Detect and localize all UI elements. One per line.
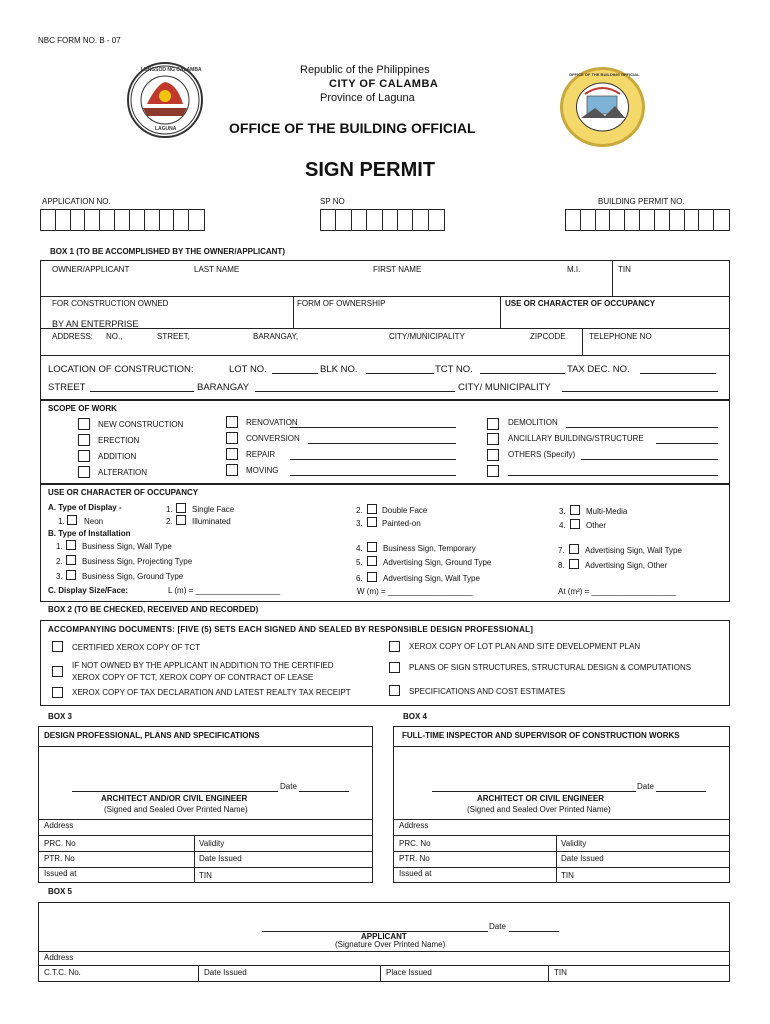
illuminated-number: 2. <box>166 517 173 526</box>
box5-place-issued-label: Place Issued <box>386 968 432 977</box>
republic-line: Republic of the Philippines <box>300 64 430 76</box>
multi-media-checkbox[interactable] <box>570 505 580 515</box>
box4-issued-at-label: Issued at <box>399 869 432 878</box>
renovation-field[interactable] <box>290 427 456 428</box>
barangay-label: BARANGAY <box>197 382 250 393</box>
moving-checkbox[interactable] <box>226 464 238 476</box>
ancillary-label: ANCILLARY BUILDING/STRUCTURE <box>508 434 644 443</box>
single-face-checkbox[interactable] <box>176 503 186 513</box>
box5-tin-label: TIN <box>554 968 567 977</box>
tax-declaration-checkbox[interactable] <box>52 687 63 698</box>
box4-signature-line[interactable] <box>432 791 636 792</box>
specifications-label: SPECIFICATIONS AND COST ESTIMATES <box>409 687 566 696</box>
sign-plans-checkbox[interactable] <box>389 662 400 673</box>
others-extra-checkbox[interactable] <box>487 465 499 477</box>
neon-checkbox[interactable] <box>67 515 77 525</box>
seal-left-bottom-text: LAGUNA <box>155 126 177 132</box>
business-projecting-label: Business Sign, Projecting Type <box>82 557 193 566</box>
box4-ptr-label: PTR. No <box>399 854 430 863</box>
first-name-label: FIRST NAME <box>373 265 422 274</box>
other-display-checkbox[interactable] <box>570 519 580 529</box>
box3-signature-line[interactable] <box>72 791 278 792</box>
install-3-number: 3. <box>56 572 63 581</box>
install-5-number: 5. <box>356 558 363 567</box>
building-permit-no-boxes[interactable] <box>565 209 730 231</box>
business-wall-checkbox[interactable] <box>66 540 76 550</box>
lot-no-label: LOT NO. <box>229 364 267 375</box>
lot-plan-label: XEROX COPY OF LOT PLAN AND SITE DEVELOPMENT PLAN <box>409 642 641 651</box>
others-label: OTHERS (Specify) <box>508 450 576 459</box>
box3-validity-label: Validity <box>199 839 225 848</box>
single-face-number: 1. <box>166 505 173 514</box>
box4-tin-label: TIN <box>561 871 574 880</box>
conversion-checkbox[interactable] <box>226 432 238 444</box>
type-of-installation-label: B. Type of Installation <box>48 529 131 538</box>
box4-prc-label: PRC. No <box>399 839 431 848</box>
painted-on-checkbox[interactable] <box>367 517 377 527</box>
owner-applicant-label: OWNER/APPLICANT <box>52 265 130 274</box>
address-label: ADDRESS: <box>52 332 93 341</box>
last-name-label: LAST NAME <box>194 265 240 274</box>
advertising-ground-label: Advertising Sign, Ground Type <box>383 558 492 567</box>
moving-label: MOVING <box>246 466 279 475</box>
box3-date-issued-label: Date Issued <box>199 854 242 863</box>
box2-heading: BOX 2 (TO BE CHECKED, RECEIVED AND RECORDED) <box>48 605 259 614</box>
moving-field[interactable] <box>290 475 456 476</box>
type-of-display-label: A. Type of Display - <box>48 503 122 512</box>
calamba-city-seal <box>127 62 203 138</box>
tct-copy-checkbox[interactable] <box>52 641 63 652</box>
use-character-label: USE OR CHARACTER OF OCCUPANCY <box>505 299 656 308</box>
other-display-number: 4. <box>559 521 566 530</box>
multi-media-label: Multi-Media <box>586 507 628 516</box>
tax-dec-field[interactable] <box>640 373 716 374</box>
box4-heading: FULL-TIME INSPECTOR AND SUPERVISOR OF CONSTRUCTION WORKS <box>402 731 680 740</box>
box3-date-label: Date <box>280 782 297 791</box>
form-number: NBC FORM NO. B - 07 <box>38 36 121 45</box>
other-display-label: Other <box>586 521 607 530</box>
multi-media-number: 3. <box>559 507 566 516</box>
box3-heading: DESIGN PROFESSIONAL, PLANS AND SPECIFICATIONS <box>44 731 260 740</box>
box5-date-label: Date <box>489 922 506 931</box>
addition-checkbox[interactable] <box>78 450 90 462</box>
display-size-label: C. Display Size/Face: <box>48 586 129 595</box>
advertising-ground-checkbox[interactable] <box>367 556 377 566</box>
erection-checkbox[interactable] <box>78 434 90 446</box>
demolition-field[interactable] <box>566 427 718 428</box>
install-4-number: 4. <box>356 544 363 553</box>
repair-label: REPAIR <box>246 450 276 459</box>
double-face-label: Double Face <box>382 506 428 515</box>
advertising-other-label: Advertising Sign, Other <box>585 561 668 570</box>
alteration-checkbox[interactable] <box>78 466 90 478</box>
others-checkbox[interactable] <box>487 449 499 461</box>
advertising-wall-label: Advertising Sign, Wall Type <box>383 574 480 583</box>
lot-plan-checkbox[interactable] <box>389 641 400 652</box>
neon-label: Neon <box>84 517 104 526</box>
box4-signer-sub: (Signed and Sealed Over Printed Name) <box>467 805 611 814</box>
street-field[interactable] <box>90 391 194 392</box>
box3-prc-label: PRC. No <box>44 839 76 848</box>
street-label: STREET <box>48 382 86 393</box>
box4-date-issued-label: Date Issued <box>561 854 604 863</box>
demolition-label: DEMOLITION <box>508 418 558 427</box>
application-no-boxes[interactable] <box>40 209 205 231</box>
ancillary-field[interactable] <box>656 443 718 444</box>
seal-left-top-text: LUNGSOD NG CALAMBA <box>141 67 202 73</box>
conversion-label: CONVERSION <box>246 434 300 443</box>
box5-date-issued-label: Date Issued <box>204 968 247 977</box>
advertising-wall-checkbox[interactable] <box>367 572 377 582</box>
seal-right-ring-text: OFFICE OF THE BUILDING OFFICIAL <box>569 72 640 77</box>
painted-on-number: 3. <box>356 519 363 528</box>
construction-enterprise-label: BY AN ENTERPRISE <box>52 319 139 329</box>
double-face-number: 2. <box>356 506 363 515</box>
addition-label: ADDITION <box>98 452 137 461</box>
box5-date-field[interactable] <box>509 931 559 932</box>
business-ground-label: Business Sign, Ground Type <box>82 572 184 581</box>
area-field[interactable]: At (m²) = ___________________ <box>558 587 677 596</box>
sign-plans-label: PLANS OF SIGN STRUCTURES, STRUCTURAL DESIGN & COMPUTATIONS <box>409 663 692 672</box>
business-temporary-label: Business Sign, Temporary <box>383 544 476 553</box>
box3-ptr-label: PTR. No <box>44 854 75 863</box>
advertising-other-checkbox[interactable] <box>569 559 579 569</box>
tct-no-field[interactable] <box>480 373 565 374</box>
business-ground-checkbox[interactable] <box>66 570 76 580</box>
box5-address-label: Address <box>44 953 74 962</box>
scope-heading: SCOPE OF WORK <box>48 404 117 413</box>
city-line: CITY OF CALAMBA <box>329 78 439 90</box>
box4-address-label: Address <box>399 821 429 830</box>
lease-copy-checkbox[interactable] <box>52 666 63 677</box>
renovation-label: RENOVATION <box>246 418 298 427</box>
box3-address-label: Address <box>44 821 74 830</box>
box3-date-field[interactable] <box>299 791 349 792</box>
painted-on-label: Painted-on <box>382 519 421 528</box>
tct-copy-label: CERTIFIED XEROX COPY OF TCT <box>72 643 201 652</box>
accompanying-documents-label: ACCOMPANYING DOCUMENTS: [FIVE (5) SETS EACH SIGNED AND SEALED BY RESPONSIBLE DESIGN PROFESSIONAL] <box>48 625 534 634</box>
construction-owned-label: FOR CONSTRUCTION OWNED <box>52 299 169 308</box>
blk-no-field[interactable] <box>366 373 434 374</box>
box5-ctc-label: C.T.C. No. <box>44 968 81 977</box>
lease-copy-label-2: XEROX COPY OF TCT, XEROX COPY OF CONTRACT OF LEASE <box>72 673 314 682</box>
building-official-seal <box>560 67 645 147</box>
width-field[interactable]: W (m) = ___________________ <box>357 587 473 596</box>
box4-signer-label: ARCHITECT OR CIVIL ENGINEER <box>477 794 604 803</box>
new-construction-checkbox[interactable] <box>78 418 90 430</box>
address-no-label: NO., <box>106 332 123 341</box>
box5-signer-label: APPLICANT <box>361 932 407 941</box>
box4-date-field[interactable] <box>656 791 706 792</box>
box4-label: BOX 4 <box>403 712 428 721</box>
sp-no-boxes[interactable] <box>320 209 445 231</box>
single-face-label: Single Face <box>192 505 235 514</box>
lease-copy-label-1: IF NOT OWNED BY THE APPLICANT IN ADDITION TO THE CERTIFIED <box>72 661 334 670</box>
middle-initial-label: M.I. <box>567 265 581 274</box>
alteration-label: ALTERATION <box>98 468 148 477</box>
tax-declaration-label: XEROX COPY OF TAX DECLARATION AND LATEST REALTY TAX RECEIPT <box>72 688 351 697</box>
box1-owner-table <box>40 260 730 400</box>
address-zipcode-label: ZIPCODE <box>530 332 566 341</box>
repair-field[interactable] <box>290 459 456 460</box>
box4-date-label: Date <box>637 782 654 791</box>
owner-tin-label: TIN <box>618 265 631 274</box>
box3-signer-label: ARCHITECT AND/OR CIVIL ENGINEER <box>101 794 248 803</box>
box3-label: BOX 3 <box>48 712 73 721</box>
advertising-wall-2-label: Advertising Sign, Wall Type <box>585 546 682 555</box>
repair-checkbox[interactable] <box>226 448 238 460</box>
install-7-number: 7. <box>558 546 565 555</box>
box4-validity-label: Validity <box>561 839 587 848</box>
others-extra-field[interactable] <box>508 475 718 476</box>
double-face-checkbox[interactable] <box>367 504 377 514</box>
install-8-number: 8. <box>558 561 565 570</box>
tax-dec-label: TAX DEC. NO. <box>567 364 630 375</box>
install-2-number: 2. <box>56 557 63 566</box>
install-1-number: 1. <box>56 542 63 551</box>
sp-no-label: SP NO <box>320 197 345 206</box>
box1-heading: BOX 1 (TO BE ACCOMPLISHED BY THE OWNER/APPLICANT) <box>50 247 285 256</box>
specifications-checkbox[interactable] <box>389 685 400 696</box>
conversion-field[interactable] <box>308 443 456 444</box>
application-no-label: APPLICATION NO. <box>42 197 111 206</box>
location-label: LOCATION OF CONSTRUCTION: <box>48 364 194 375</box>
neon-number: 1. <box>58 517 65 526</box>
illuminated-label: Illuminated <box>192 517 231 526</box>
box5-label: BOX 5 <box>48 887 73 896</box>
box3-issued-at-label: Issued at <box>44 869 77 878</box>
ancillary-checkbox[interactable] <box>487 433 499 445</box>
form-of-ownership-label: FORM OF OWNERSHIP <box>297 299 386 308</box>
province-line: Province of Laguna <box>320 92 415 104</box>
address-barangay-label: BARANGAY, <box>253 332 299 341</box>
length-field[interactable]: L (m) = ___________________ <box>168 586 281 595</box>
demolition-checkbox[interactable] <box>487 418 499 430</box>
renovation-checkbox[interactable] <box>226 416 238 428</box>
others-field[interactable] <box>581 459 718 460</box>
box3-tin-label: TIN <box>199 871 212 880</box>
business-projecting-checkbox[interactable] <box>66 555 76 565</box>
blk-no-label: BLK NO. <box>320 364 358 375</box>
erection-label: ERECTION <box>98 436 140 445</box>
lot-no-field[interactable] <box>272 373 318 374</box>
tct-no-label: TCT NO. <box>435 364 473 375</box>
business-temporary-checkbox[interactable] <box>367 542 377 552</box>
illuminated-checkbox[interactable] <box>176 515 186 525</box>
office-title: OFFICE OF THE BUILDING OFFICIAL <box>229 120 476 136</box>
page-title: SIGN PERMIT <box>305 159 436 181</box>
advertising-wall-2-checkbox[interactable] <box>569 544 579 554</box>
box5-signer-sub: (Signature Over Printed Name) <box>335 940 446 949</box>
city-municipality-field[interactable] <box>562 391 718 392</box>
barangay-field[interactable] <box>255 391 455 392</box>
new-construction-label: NEW CONSTRUCTION <box>98 420 184 429</box>
city-municipality-label: CITY/ MUNICIPALITY <box>458 382 551 393</box>
building-permit-no-label: BUILDING PERMIT NO. <box>598 197 685 206</box>
box3-signer-sub: (Signed and Sealed Over Printed Name) <box>104 805 248 814</box>
business-wall-label: Business Sign, Wall Type <box>82 542 172 551</box>
telephone-label: TELEPHONE NO <box>589 332 652 341</box>
address-street-label: STREET, <box>157 332 190 341</box>
address-city-label: CITY/MUNICIPALITY <box>389 332 465 341</box>
install-6-number: 6. <box>356 574 363 583</box>
occupancy-heading: USE OR CHARACTER OF OCCUPANCY <box>48 488 199 497</box>
